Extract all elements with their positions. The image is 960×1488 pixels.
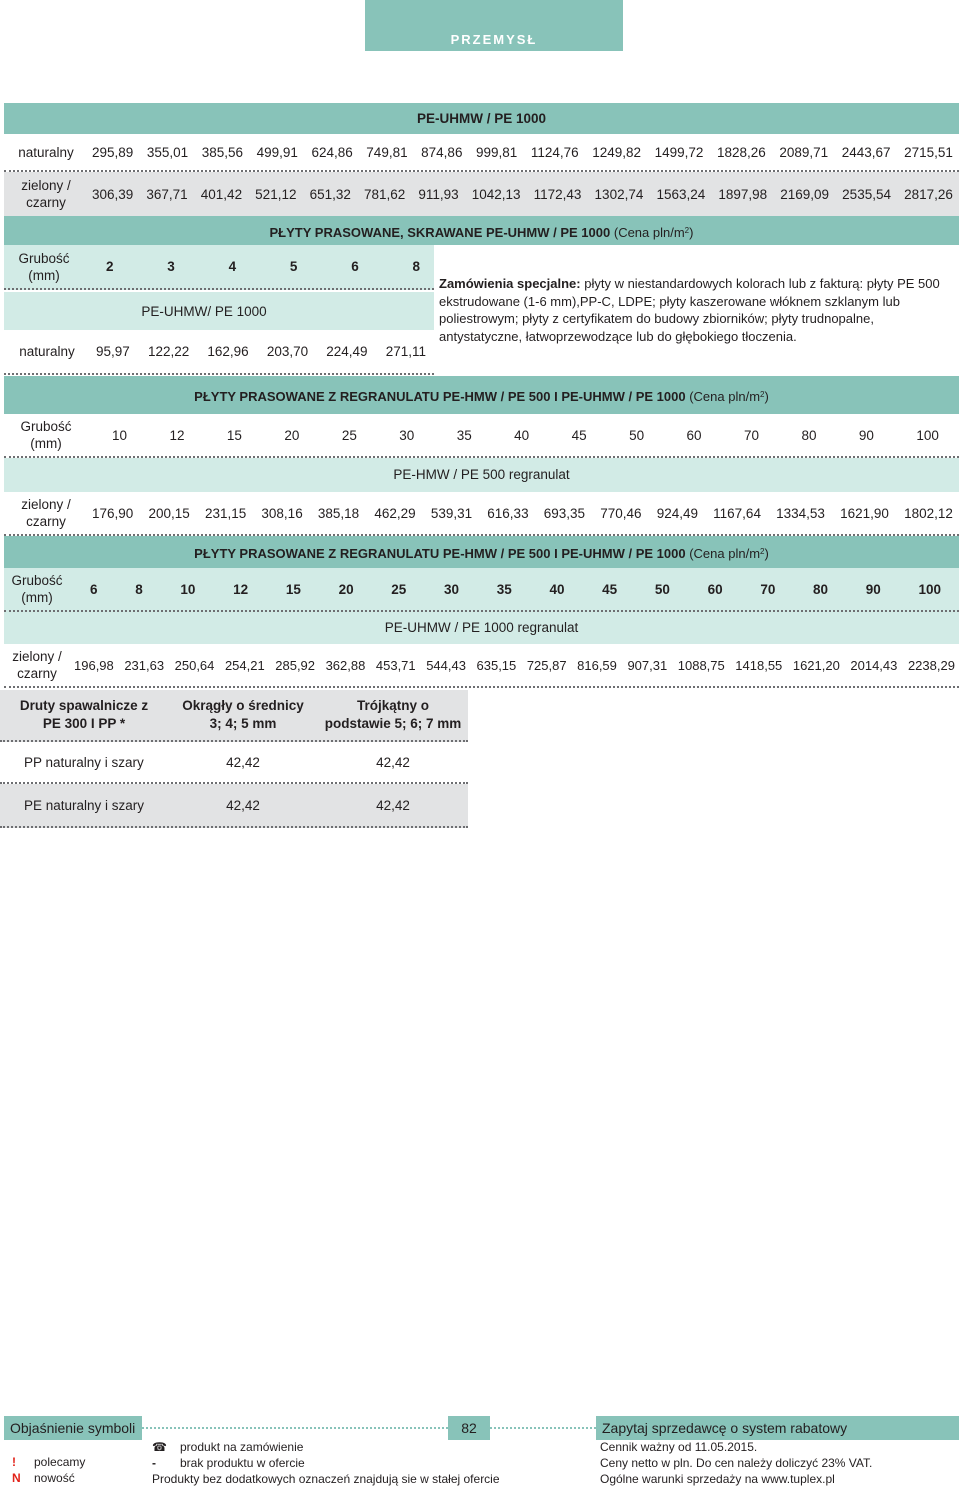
phone-icon: ☎ (152, 1440, 167, 1454)
recommend-icon: ! (12, 1455, 16, 1469)
title-bold: PŁYTY PRASOWANE, SKRAWANE PE-UHMW / PE 1000 (269, 225, 611, 240)
cell-value: 100 (918, 581, 941, 597)
table1-row-naturalny (4, 134, 959, 172)
symbols-title: Objaśnienie symboli (10, 1420, 136, 1436)
cell-value: 10 (180, 581, 196, 597)
cell-value: 25 (391, 581, 407, 597)
cell-value: 693,35 (543, 505, 586, 521)
footer-rule (142, 1427, 448, 1429)
dash-icon: - (152, 1456, 156, 1470)
cell-value: 60 (686, 427, 702, 443)
cell-value: 295,89 (92, 144, 134, 160)
legend-not-available (152, 1456, 305, 1472)
cell-value: 635,15 (476, 657, 517, 673)
cell-value: 6 (351, 259, 359, 274)
cell-value: 5 (289, 259, 298, 274)
row-label: PE naturalny i szary (24, 797, 145, 813)
subheader-text: PE-UHMW/ PE 1000 (141, 303, 267, 319)
cell-value: 25 (341, 427, 357, 443)
cell-value: 1802,12 (904, 505, 953, 521)
cell-value: 781,62 (363, 186, 406, 202)
cell-value: 80 (813, 581, 829, 597)
new-label: nowość (34, 1471, 75, 1485)
title-sup: 2 (760, 390, 765, 399)
cell-value: 45 (571, 427, 587, 443)
note-text: płyty w niestandardowych kolorach lub z fakturą: płyty PE 500 ekstrudowane (1-6 mm),PP-C, LDPE; płyty kaszerowane włóknem szklanym lub poliestrowym; płyty z certyfikatem do budowy zbiorników; płyty trudnopalne, antystatyczne, łatwoprzewodzące lub do głębokiego tłoczenia. (439, 276, 940, 344)
cell-value: 1088,75 (677, 657, 725, 673)
cell-value: 367,71 (146, 186, 188, 202)
cell-value: 122,22 (147, 344, 190, 359)
cell-value: 6 (90, 581, 98, 597)
cell-value: 624,86 (311, 144, 353, 160)
header-col-1: Druty spawalnicze z PE 300 I PP * (19, 698, 149, 731)
header-col-3: Trójkątny o podstawie 5; 6; 7 mm (324, 698, 462, 731)
title-unit: (Cena pln/m (689, 389, 761, 404)
table4-thickness-row (4, 568, 959, 612)
cell-value: 521,12 (255, 186, 297, 202)
cell-value: 1563,24 (656, 186, 706, 202)
cell-value: 40 (549, 581, 565, 597)
cell-value: 616,33 (487, 505, 529, 521)
cell-value: 2 (106, 259, 114, 274)
cell-value: 35 (456, 427, 472, 443)
cell-value: 3 (167, 259, 175, 274)
table2-thickness-row (4, 245, 434, 290)
row-value-2: 42,42 (376, 797, 410, 813)
cell-value: 196,98 (74, 657, 114, 673)
cell-value: 362,88 (325, 657, 366, 673)
cell-value: 1249,82 (592, 144, 642, 160)
cell-value: 749,81 (366, 144, 408, 160)
cell-value: 40 (514, 427, 530, 443)
row-values (90, 344, 434, 359)
cell-value: 50 (654, 581, 670, 597)
legend-standard: Produkty bez dodatkowych oznaczeń znajdują sie w stałej ofercie (152, 1472, 500, 1486)
table4-subheader: PE-UHMW / PE 1000 regranulat (4, 612, 959, 644)
cell-value: 231,63 (124, 657, 165, 673)
cell-value: 8 (412, 259, 420, 274)
cell-value: 1621,90 (840, 505, 889, 521)
table3-row-zielony (4, 492, 959, 536)
legend-new (12, 1471, 75, 1487)
page-number-bar (448, 1416, 490, 1440)
title-close: ) (764, 389, 769, 404)
page-number: 82 (461, 1420, 477, 1436)
cell-value: 1172,43 (533, 186, 582, 202)
table2-row-naturalny (4, 330, 434, 375)
cell-value: 770,46 (600, 505, 642, 521)
cell-value: 90 (865, 581, 881, 597)
cell-value: 924,49 (656, 505, 698, 521)
row-values (88, 187, 959, 202)
row-label: naturalny (19, 344, 75, 359)
row-values (88, 506, 959, 521)
cell-value: 401,42 (200, 186, 243, 202)
net-prices: Ceny netto w pln. Do cen należy doliczyć 23% VAT. (600, 1456, 873, 1470)
row-label: PP naturalny i szary (24, 754, 144, 770)
cell-value: 100 (916, 427, 939, 443)
not-available-label: brak produktu w ofercie (180, 1456, 305, 1470)
footer-rule-2 (490, 1427, 596, 1429)
cell-value: 453,71 (375, 657, 416, 673)
cell-value: 80 (801, 427, 817, 443)
cell-value: 1124,76 (530, 144, 579, 160)
cell-value: 651,32 (309, 186, 351, 202)
row-value-1: 42,42 (226, 754, 260, 770)
cell-value: 462,29 (374, 505, 416, 521)
cell-value: 45 (602, 581, 618, 597)
cell-value: 2014,43 (850, 657, 898, 673)
table4-title (4, 536, 959, 568)
table5-header (0, 690, 468, 742)
cell-value: 1621,20 (792, 657, 840, 673)
cell-value: 1828,26 (717, 144, 766, 160)
cell-value: 1897,98 (718, 186, 768, 202)
thickness-label: Grubość (mm) (18, 250, 70, 283)
thickness-values (84, 259, 434, 274)
title-bold: PŁYTY PRASOWANE Z REGRANULATU PE-HMW / PE 500 I PE-UHMW / PE 1000 (194, 546, 686, 561)
cell-value: 1167,64 (713, 505, 761, 521)
cell-value: 385,18 (317, 505, 360, 521)
cell-value: 250,64 (174, 657, 215, 673)
cell-value: 907,31 (627, 657, 668, 673)
cell-value: 385,56 (201, 144, 244, 160)
title-sup: 2 (684, 226, 690, 235)
cell-value: 544,43 (426, 657, 466, 673)
thickness-label: Grubość (mm) (20, 419, 72, 451)
cell-value: 95,97 (96, 344, 130, 359)
title-unit: (Cena pln/m (689, 546, 761, 561)
title-bold: PŁYTY PRASOWANE Z REGRANULATU PE-HMW / PE 500 I PE-UHMW / PE 1000 (194, 389, 686, 404)
cell-value: 30 (399, 427, 415, 443)
cell-value: 20 (338, 581, 354, 597)
cell-value: 355,01 (146, 144, 189, 160)
cell-value: 816,59 (577, 657, 617, 673)
cell-value: 231,15 (204, 505, 247, 521)
row-label: zielony / czarny (21, 497, 71, 529)
cell-value: 90 (858, 427, 874, 443)
cell-value: 2817,26 (904, 186, 953, 202)
table1-title: PE-UHMW / PE 1000 (4, 103, 959, 134)
cell-value: 2238,29 (907, 657, 955, 673)
valid-date: Cennik ważny od 11.05.2015. (600, 1440, 758, 1454)
recommend-label: polecamy (34, 1455, 86, 1469)
cell-value: 999,81 (476, 144, 518, 160)
cell-value: 200,15 (148, 505, 190, 521)
table3-subheader: PE-HMW / PE 500 regranulat (4, 458, 959, 492)
cell-value: 2715,51 (904, 144, 953, 160)
cell-value: 1334,53 (776, 505, 825, 521)
table5-row-pe (0, 784, 468, 828)
cell-value: 499,91 (256, 144, 298, 160)
cell-value: 1302,74 (594, 186, 644, 202)
title-close: ) (764, 546, 769, 561)
cell-value: 8 (135, 581, 143, 597)
header-col-2: Okrągły o średnicy 3; 4; 5 mm (182, 698, 304, 731)
on-order-label: produkt na zamówienie (180, 1440, 304, 1454)
row-values (88, 145, 959, 160)
table3-title (4, 376, 959, 414)
cell-value: 70 (760, 581, 776, 597)
row-value-1: 42,42 (226, 797, 260, 813)
table5-row-pp (0, 742, 468, 784)
cell-value: 874,86 (421, 144, 463, 160)
row-label: zielony / czarny (12, 649, 62, 681)
thickness-values (88, 428, 959, 443)
thickness-label: Grubość (mm) (11, 573, 63, 605)
legend-recommend (12, 1455, 85, 1471)
cell-value: 35 (496, 581, 512, 597)
new-icon: N (12, 1471, 21, 1485)
table1-row-zielony (4, 172, 959, 216)
table3-thickness-row (4, 414, 959, 458)
cell-value: 2535,54 (842, 186, 891, 202)
title-close: ) (689, 225, 694, 240)
note-bold: Zamówienia specjalne: (439, 276, 581, 291)
cell-value: 254,21 (224, 657, 265, 673)
cell-value: 725,87 (526, 657, 567, 673)
cell-value: 2089,71 (779, 144, 829, 160)
cell-value: 162,96 (207, 344, 249, 359)
cell-value: 30 (444, 581, 460, 597)
cell-value: 12 (169, 427, 185, 443)
title-sup: 2 (760, 547, 765, 556)
title-unit: (Cena pln/m (613, 225, 685, 240)
cell-value: 285,92 (275, 657, 316, 673)
row-value-2: 42,42 (376, 754, 410, 770)
cell-value: 15 (285, 581, 301, 597)
cell-value: 911,93 (418, 186, 459, 202)
cell-value: 308,16 (261, 505, 303, 521)
cell-value: 20 (284, 427, 300, 443)
section-tab: PRZEMYSŁ (365, 0, 623, 51)
cell-value: 60 (707, 581, 723, 597)
row-values (70, 658, 959, 673)
cell-value: 203,70 (266, 344, 309, 359)
thickness-values (70, 582, 959, 597)
table2-subheader (4, 292, 434, 330)
sales-terms: Ogólne warunki sprzedaży na www.tuplex.pl (600, 1472, 835, 1486)
cell-value: 2169,09 (780, 186, 830, 202)
symbols-bar (4, 1416, 142, 1440)
cell-value: 15 (226, 427, 242, 443)
cell-value: 539,31 (430, 505, 473, 521)
cell-value: 12 (233, 581, 249, 597)
cell-value: 10 (112, 427, 128, 443)
cell-value: 1418,55 (735, 657, 783, 673)
special-orders-note (439, 275, 949, 345)
cell-value: 1499,72 (654, 144, 704, 160)
cell-value: 50 (629, 427, 645, 443)
discount-text: Zapytaj sprzedawcę o system rabatowy (602, 1420, 848, 1436)
table4-row-zielony (4, 644, 959, 688)
discount-bar (596, 1416, 959, 1440)
cell-value: 2443,67 (841, 144, 891, 160)
row-label: zielony / czarny (21, 178, 71, 210)
row-label: naturalny (18, 144, 74, 160)
cell-value: 176,90 (92, 505, 134, 521)
cell-value: 306,39 (92, 186, 134, 202)
table2-title (4, 216, 959, 245)
cell-value: 1042,13 (471, 186, 521, 202)
cell-value: 4 (228, 259, 237, 274)
cell-value: 224,49 (326, 344, 368, 359)
cell-value: 70 (743, 427, 760, 443)
cell-value: 271,11 (385, 344, 426, 359)
legend-on-order (152, 1440, 303, 1456)
